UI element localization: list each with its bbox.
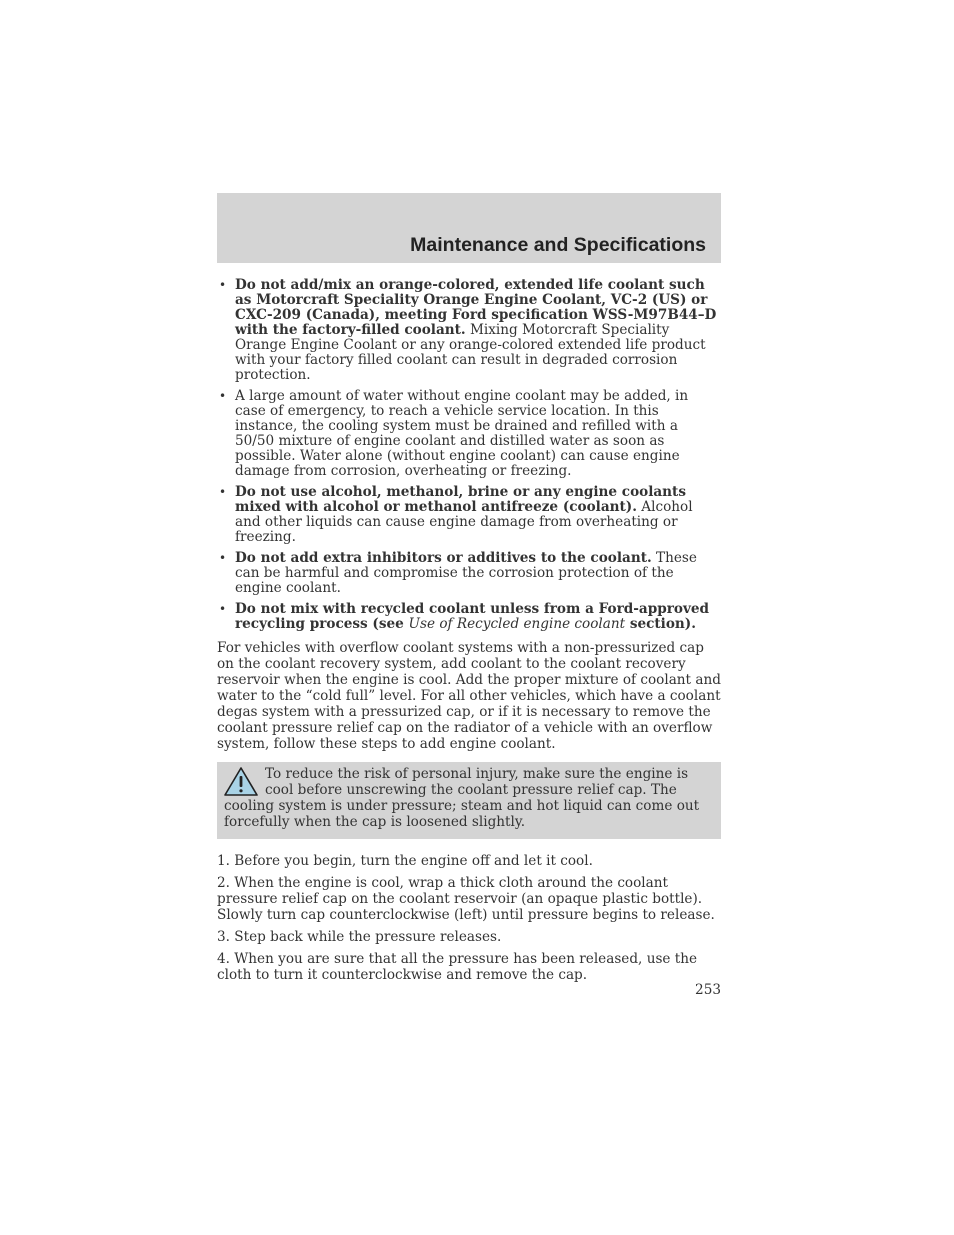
bullet-symbol: • (219, 278, 227, 292)
bullet-bold-text: Do not mix with recycled coolant unless from a Ford-approved recycling process (see (235, 601, 710, 632)
bullet-bold-text: Do not use alcohol, methanol, brine or any engine coolants mixed with alcohol or methanol antifreeze (coolant). (235, 484, 686, 515)
step-item: 3. Step back while the pressure releases. (217, 929, 502, 945)
coolant-bullet-list (217, 278, 721, 632)
warning-text: To reduce the risk of personal injury, make sure the engine is cool before unscrewing the coolant pressure relief cap. The cooling system is under pressure; steam and hot liquid can come out forcefully when the cap is loosened slightly. (224, 766, 700, 830)
bullet-bold-text: Do not add extra inhibitors or additives to the coolant. (235, 550, 652, 566)
step-item: 1. Before you begin, turn the engine off and let it cool. (217, 853, 593, 869)
list-item (217, 551, 721, 596)
step-item: 4. When you are sure that all the pressure has been released, use the cloth to turn it counterclockwise and remove the cap. (217, 951, 698, 983)
bullet-bold-text-end: section). (625, 616, 696, 632)
list-item (217, 278, 721, 383)
section-title: Maintenance and Specifications (410, 234, 706, 256)
section-header-band (217, 193, 721, 263)
bullet-symbol: • (219, 602, 227, 616)
bullet-text: These can be harmful and compromise the corrosion protection of the engine coolant. (235, 550, 697, 596)
list-item (217, 389, 721, 479)
page-content (217, 278, 721, 989)
bullet-text: Mixing Motorcraft Speciality Orange Engine Coolant or any orange-colored extended life product with your factory filled coolant can result in degraded corrosion protection. (235, 322, 706, 383)
warning-box (217, 762, 721, 839)
bullet-symbol: • (219, 389, 227, 403)
bullet-text: Alcohol and other liquids can cause engine damage from overheating or freezing. (235, 499, 693, 545)
cross-reference-link[interactable]: Use of Recycled engine coolant (408, 616, 626, 632)
coolant-add-paragraph: For vehicles with overflow coolant systems with a non-pressurized cap on the coolant recovery system, add coolant to the coolant recovery reservoir when the engine is cool. Add the proper mixture of coolant and water to the “cold full” level. For all other vehicles, which have a coolant degas system with a pressurized cap, or if it is necessary to remove the coolant pressure relief cap on the radiator of a vehicle with an overflow system, follow these steps to add engine coolant. (217, 640, 721, 752)
bullet-symbol: • (219, 485, 227, 499)
step-item: 2. When the engine is cool, wrap a thick cloth around the coolant pressure relief cap on the coolant reservoir (an opaque plastic bottle). Slowly turn cap counterclockwise (left) until pressure begins to release. (217, 875, 715, 923)
list-item (217, 485, 721, 545)
list-item (217, 602, 721, 632)
page-number: 253 (695, 982, 721, 998)
bullet-symbol: • (219, 551, 227, 565)
bullet-bold-text: Do not add/mix an orange-colored, extended life coolant such as Motorcraft Speciality Orange Engine Coolant, VC-2 (US) or CXC-209 (Canada), meeting Ford specification WSS-M97B44–D with the factory-filled coolant. (235, 277, 717, 338)
bullet-text: A large amount of water without engine coolant may be added, in case of emergency, to reach a vehicle service location. In this instance, the cooling system must be drained and refilled with a 50/50 mixture of engine coolant and distilled water as soon as possible. Water alone (without engine coolant) can cause engine damage from corrosion, overheating or freezing. (235, 388, 689, 479)
warning-triangle-icon (223, 766, 259, 798)
